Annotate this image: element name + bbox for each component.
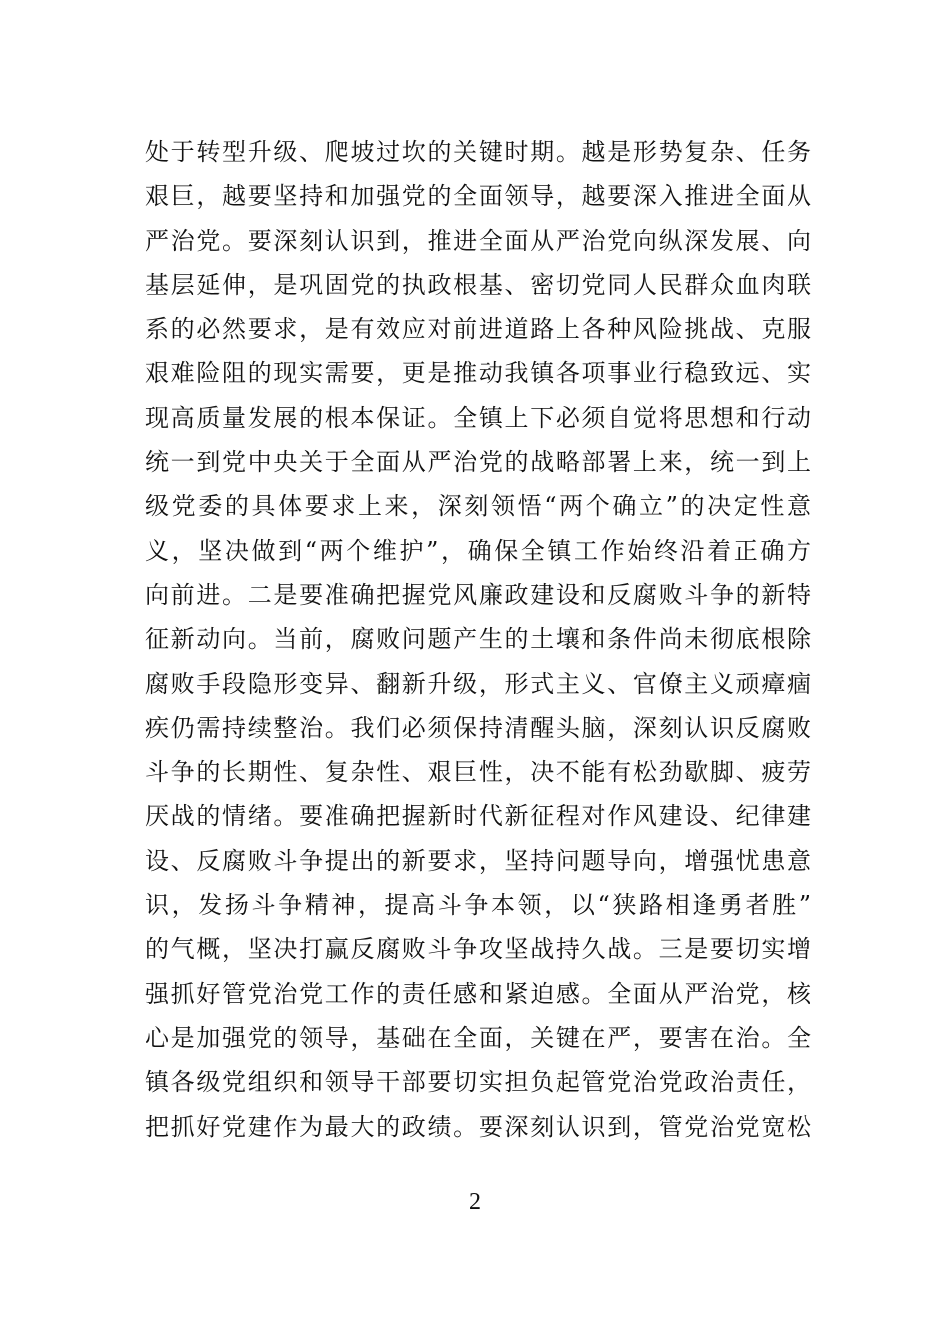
text-line: 基层延伸，是巩固党的执政根基、密切党同人民群众血肉联 bbox=[145, 270, 811, 299]
text-line: 疾仍需持续整治。我们必须保持清醒头脑，深刻认识反腐败 bbox=[145, 713, 811, 742]
text-line: 的气概，坚决打赢反腐败斗争攻坚战持久战。三是要切实增 bbox=[145, 935, 811, 964]
text-line: 系的必然要求，是有效应对前进道路上各种风险挑战、克服 bbox=[145, 315, 811, 344]
text-line: 识，发扬斗争精神，提高斗争本领，以“狭路相逢勇者胜” bbox=[145, 891, 811, 920]
text-line: 向前进。二是要准确把握党风廉政建设和反腐败斗争的新特 bbox=[145, 580, 811, 609]
text-line: 艰巨，越要坚持和加强党的全面领导，越要深入推进全面从 bbox=[145, 182, 811, 211]
text-line: 心是加强党的领导，基础在全面，关键在严，要害在治。全 bbox=[145, 1023, 811, 1052]
text-line: 镇各级党组织和领导干部要切实担负起管党治党政治责任， bbox=[145, 1068, 811, 1097]
text-line: 艰难险阻的现实需要，更是推动我镇各项事业行稳致远、实 bbox=[145, 359, 811, 388]
text-line: 现高质量发展的根本保证。全镇上下必须自觉将思想和行动 bbox=[145, 403, 811, 432]
body-text bbox=[145, 130, 811, 1149]
text-line: 严治党。要深刻认识到，推进全面从严治党向纵深发展、向 bbox=[145, 226, 811, 255]
text-line: 腐败手段隐形变异、翻新升级，形式主义、官僚主义顽瘴痼 bbox=[145, 669, 811, 698]
text-line: 斗争的长期性、复杂性、艰巨性，决不能有松劲歇脚、疲劳 bbox=[145, 758, 811, 787]
text-line: 处于转型升级、爬坡过坎的关键时期。越是形势复杂、任务 bbox=[145, 138, 811, 166]
text-line: 级党委的具体要求上来，深刻领悟“两个确立”的决定性意 bbox=[145, 492, 811, 521]
text-line: 义，坚决做到“两个维护”，确保全镇工作始终沿着正确方 bbox=[145, 536, 811, 565]
text-line: 设、反腐败斗争提出的新要求，坚持问题导向，增强忧患意 bbox=[145, 846, 811, 875]
text-line: 征新动向。当前，腐败问题产生的土壤和条件尚未彻底根除 bbox=[145, 625, 811, 654]
text-line: 统一到党中央关于全面从严治党的战略部署上来，统一到上 bbox=[145, 448, 811, 477]
text-line: 强抓好管党治党工作的责任感和紧迫感。全面从严治党，核 bbox=[145, 979, 811, 1008]
page-number: 2 bbox=[469, 1189, 481, 1215]
text-line: 厌战的情绪。要准确把握新时代新征程对作风建设、纪律建 bbox=[145, 802, 811, 831]
text-line: 把抓好党建作为最大的政绩。要深刻认识到，管党治党宽松 bbox=[145, 1112, 811, 1141]
